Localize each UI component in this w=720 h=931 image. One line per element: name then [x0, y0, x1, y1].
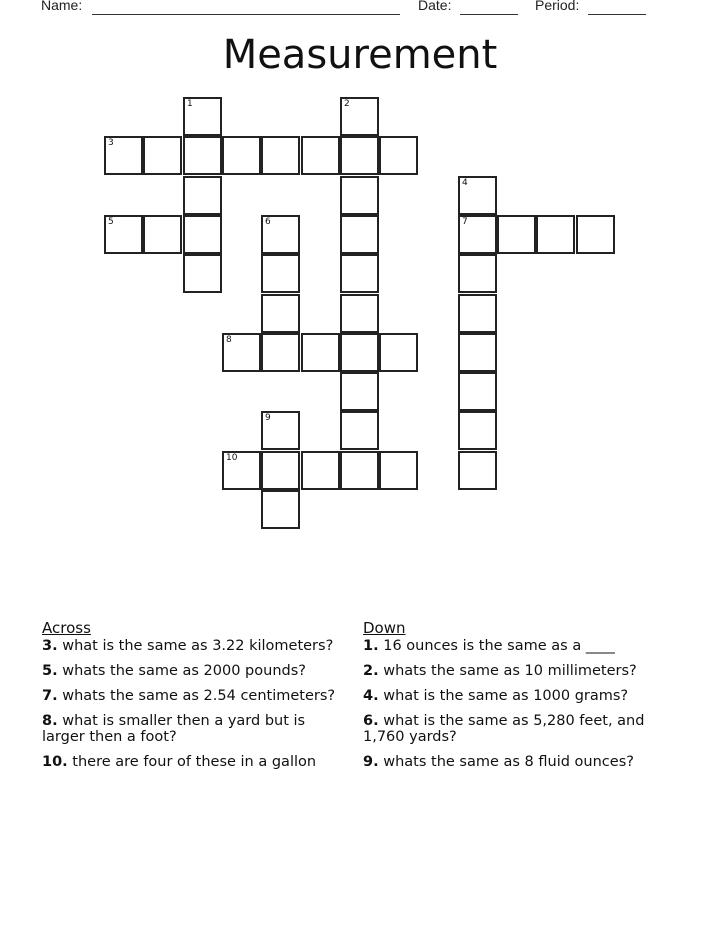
crossword-cell[interactable] — [183, 97, 222, 136]
clue-number: 7 — [462, 217, 468, 227]
crossword-cell[interactable] — [261, 333, 300, 372]
crossword-cell[interactable] — [458, 451, 497, 490]
clue-number: 5 — [108, 217, 114, 227]
crossword-cell[interactable] — [301, 136, 340, 175]
name-label: Name: — [41, 0, 83, 13]
crossword-cell[interactable] — [379, 333, 418, 372]
crossword-cell[interactable] — [458, 372, 497, 411]
crossword-cell[interactable] — [458, 411, 497, 450]
crossword-cell[interactable] — [261, 215, 300, 254]
crossword-cell[interactable] — [261, 254, 300, 293]
date-label: Date: — [418, 0, 452, 13]
crossword-cell[interactable] — [340, 411, 379, 450]
crossword-cell[interactable] — [379, 136, 418, 175]
crossword-cell[interactable] — [340, 97, 379, 136]
crossword-cell[interactable] — [340, 136, 379, 175]
crossword-cell[interactable] — [340, 254, 379, 293]
crossword-cell[interactable] — [340, 333, 379, 372]
crossword-cell[interactable] — [261, 136, 300, 175]
crossword-cell[interactable] — [576, 215, 615, 254]
clue-across-3: 3. what is the same as 3.22 kilometers? — [42, 638, 334, 654]
crossword-cell[interactable] — [340, 215, 379, 254]
crossword-cell[interactable] — [222, 451, 261, 490]
across-clues — [42, 620, 342, 779]
crossword-cell[interactable] — [301, 451, 340, 490]
down-heading: Down — [363, 619, 406, 637]
crossword-cell[interactable] — [261, 490, 300, 529]
crossword-cell[interactable] — [458, 176, 497, 215]
crossword-cell[interactable] — [183, 176, 222, 215]
crossword-cell[interactable] — [340, 372, 379, 411]
clue-across-8: 8. what is smaller then a yard but is larger then a foot? — [42, 713, 306, 745]
clue-number: 3 — [108, 138, 114, 148]
clue-down-4: 4. what is the same as 1000 grams? — [363, 688, 629, 704]
clue-down-1: 1. 16 ounces is the same as a ____ — [363, 638, 615, 654]
crossword-cell[interactable] — [497, 215, 536, 254]
clue-across-10: 10. there are four of these in a gallon — [42, 754, 317, 770]
clue-down-9: 9. whats the same as 8 fluid ounces? — [363, 754, 634, 770]
crossword-cell[interactable] — [183, 136, 222, 175]
clue-number: 10 — [226, 453, 238, 463]
crossword-cell[interactable] — [183, 254, 222, 293]
crossword-cell[interactable] — [458, 333, 497, 372]
crossword-cell[interactable] — [261, 411, 300, 450]
down-clues — [363, 620, 663, 779]
crossword-cell[interactable] — [458, 215, 497, 254]
clue-number: 4 — [462, 178, 468, 188]
clue-across-5: 5. whats the same as 2000 pounds? — [42, 663, 306, 679]
clue-down-6: 6. what is the same as 5,280 feet, and 1,760 yards? — [363, 713, 645, 745]
clue-number: 9 — [265, 413, 271, 423]
clue-number: 6 — [265, 217, 271, 227]
crossword-cell[interactable] — [222, 333, 261, 372]
crossword-cell[interactable] — [104, 215, 143, 254]
crossword-cell[interactable] — [301, 333, 340, 372]
crossword-cell[interactable] — [536, 215, 575, 254]
clue-down-2: 2. whats the same as 10 millimeters? — [363, 663, 637, 679]
crossword-cell[interactable] — [261, 451, 300, 490]
crossword-cell[interactable] — [458, 254, 497, 293]
crossword-cell[interactable] — [143, 215, 182, 254]
crossword-cell[interactable] — [183, 215, 222, 254]
crossword-cell[interactable] — [261, 294, 300, 333]
crossword-cell[interactable] — [340, 176, 379, 215]
crossword-cell[interactable] — [143, 136, 182, 175]
clue-number: 8 — [226, 335, 232, 345]
crossword-cell[interactable] — [104, 136, 143, 175]
period-label: Period: — [535, 0, 580, 13]
crossword-cell[interactable] — [340, 451, 379, 490]
crossword-cell[interactable] — [458, 294, 497, 333]
crossword-cell[interactable] — [222, 136, 261, 175]
clue-across-7: 7. whats the same as 2.54 centimeters? — [42, 688, 336, 704]
crossword-cell[interactable] — [379, 451, 418, 490]
crossword-cell[interactable] — [340, 294, 379, 333]
clue-number: 1 — [187, 99, 193, 109]
across-heading: Across — [42, 619, 91, 637]
clue-number: 2 — [344, 99, 350, 109]
page-title: Measurement — [222, 32, 498, 78]
